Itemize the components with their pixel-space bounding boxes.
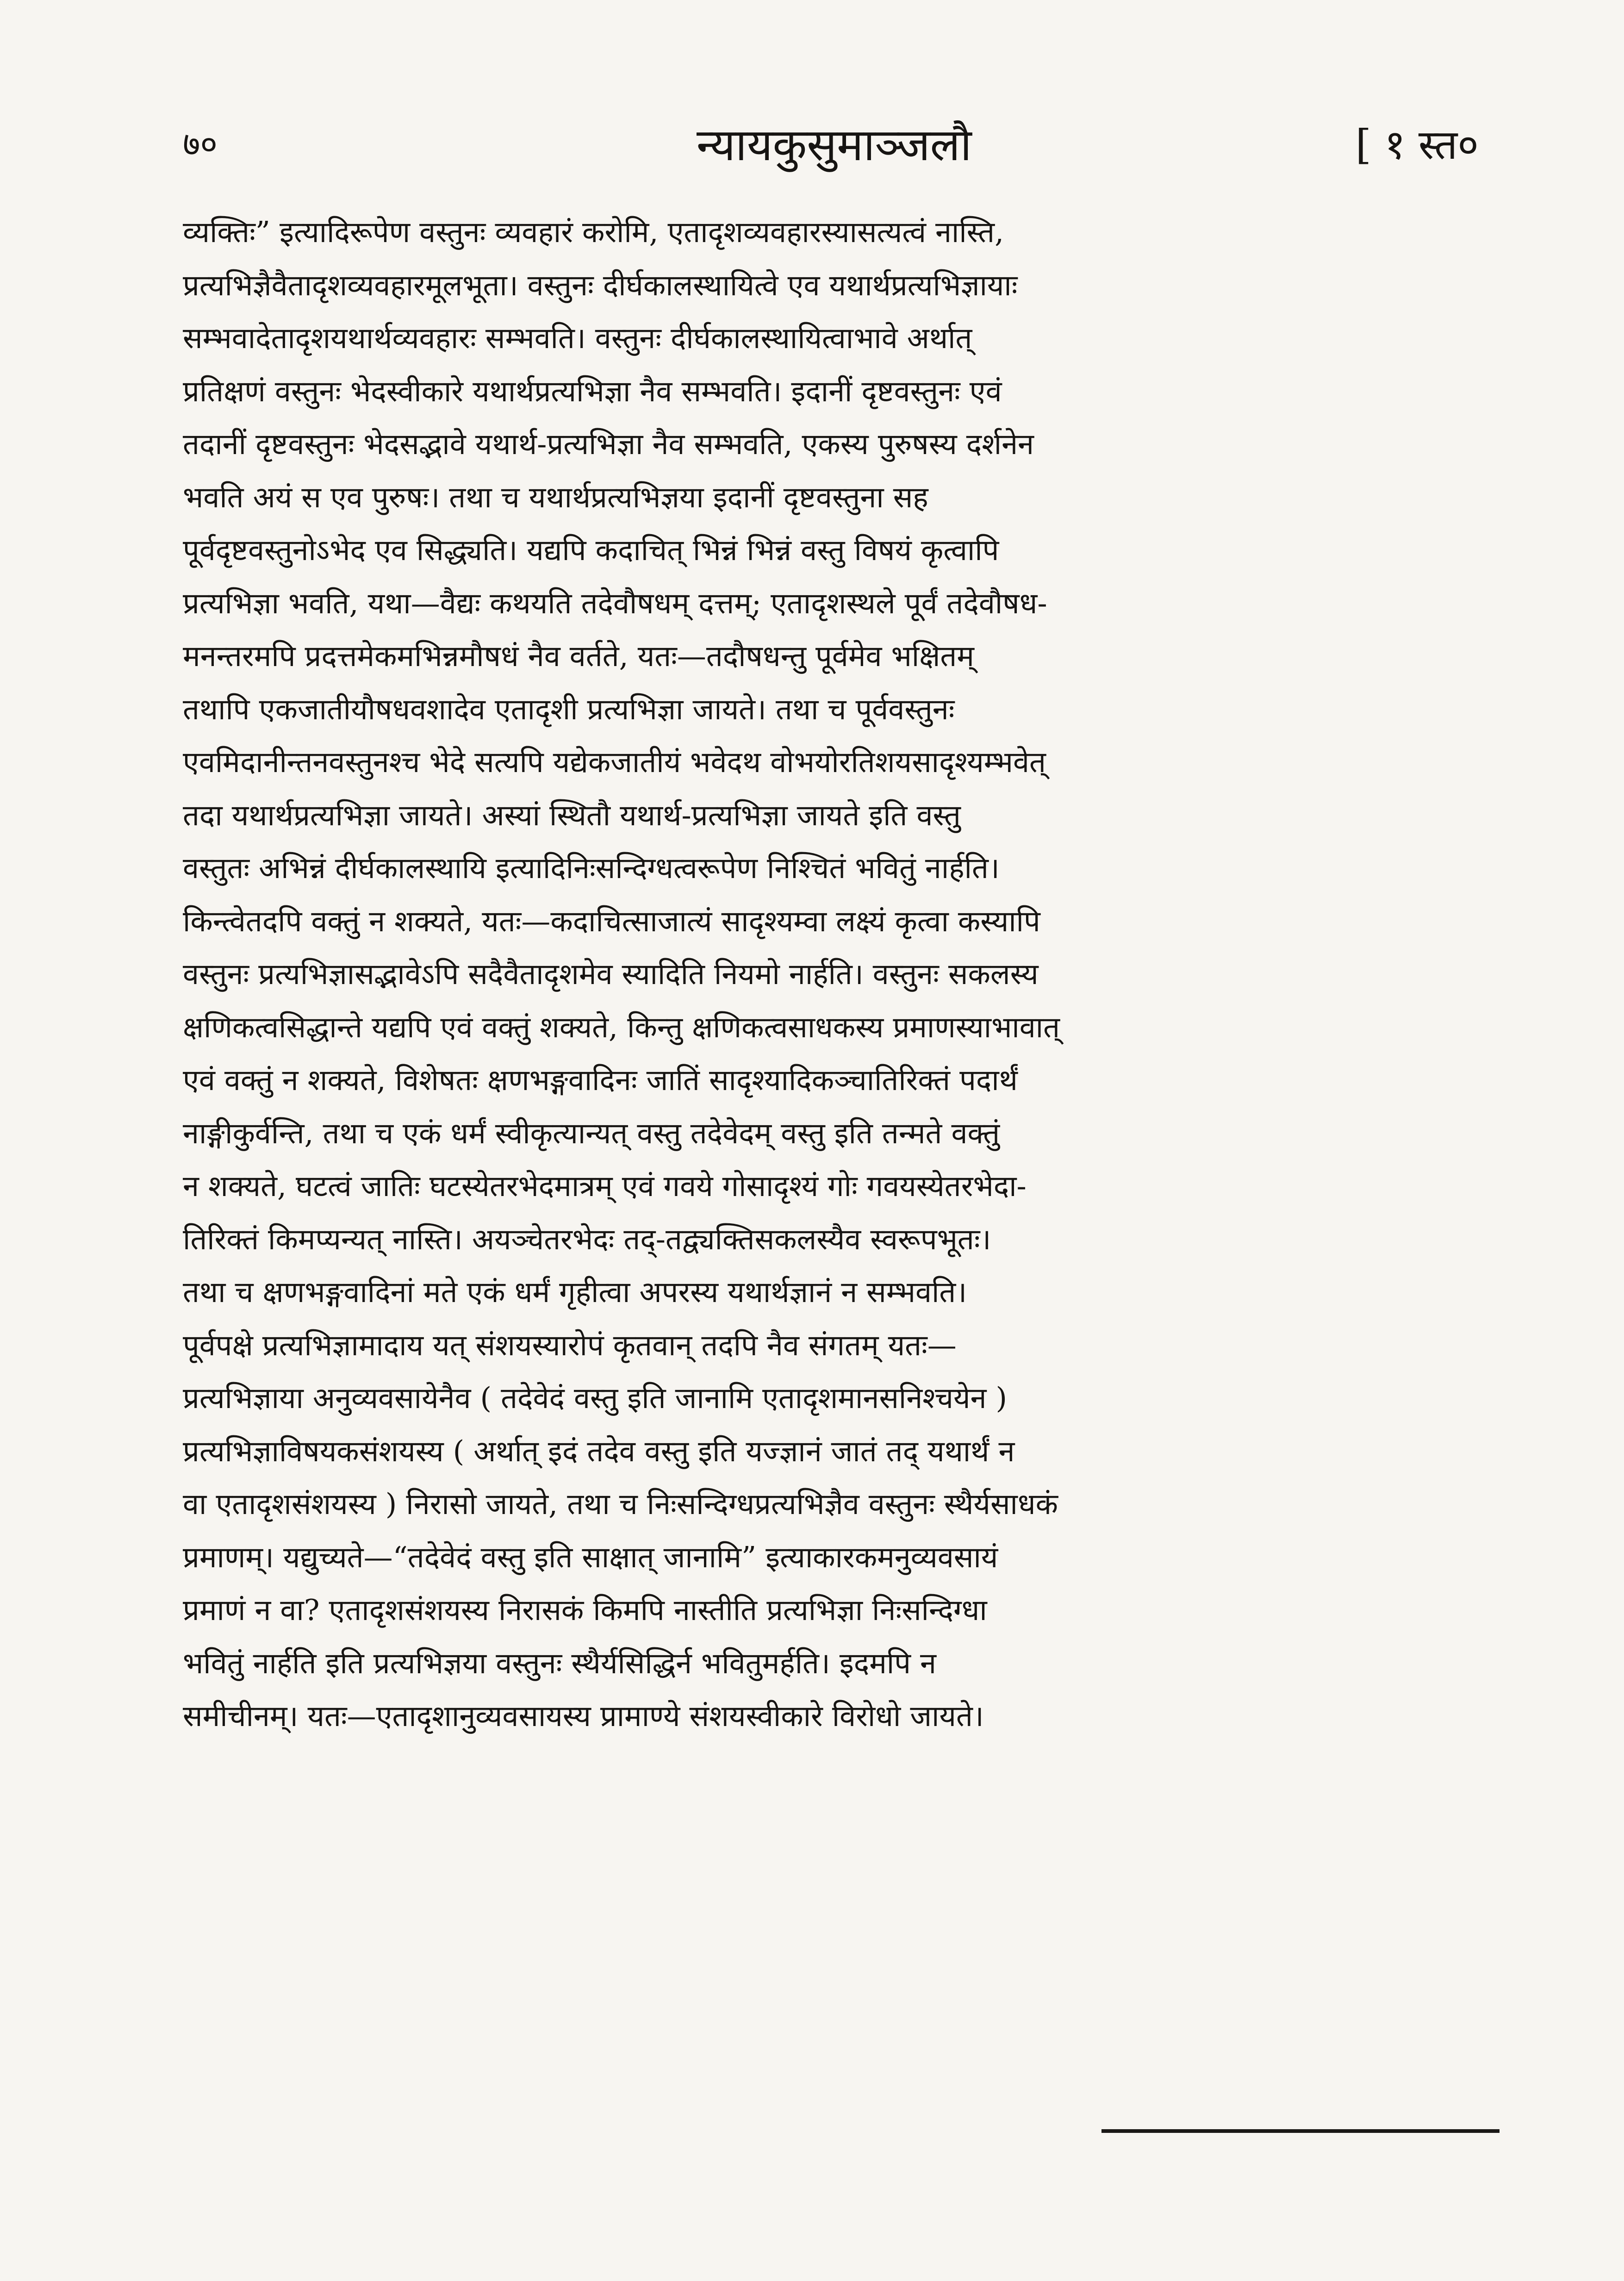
text-line: प्रत्यभिज्ञाया अनुव्यवसायेनैव ( तदेवेदं वस्तु इति जानामि एतादृशमानसनिश्चयेन ): [183, 1381, 1008, 1415]
text-line: व्यक्तिः” इत्यादिरूपेण वस्तुनः व्यवहारं करोमि, एतादृशव्यवहारस्यासत्यत्वं नास्ति,: [183, 215, 1004, 249]
page-number: ७०: [183, 125, 218, 163]
text-line: पूर्वपक्षे प्रत्यभिज्ञामादाय यत् संशयस्यारोपं कृतवान् तदपि नैव संगतम् यतः—: [183, 1328, 957, 1362]
text-line: प्रमाणम्। यद्युच्यते—“तदेवेदं वस्तु इति साक्षात् जानामि” इत्याकारकमनुव्यवसायं: [183, 1540, 998, 1574]
text-line: नाङ्गीकुर्वन्ति, तथा च एकं धर्मं स्वीकृत्यान्यत् वस्तु तदेवेदम् वस्तु इति तन्मते वक्तुं: [183, 1116, 1000, 1150]
body-text: [183, 206, 1479, 2104]
footer-rule: [1101, 2129, 1500, 2133]
text-line: पूर्वदृष्टवस्तुनोऽभेद एव सिद्ध्यति। यद्यपि कदाचित् भिन्नं भिन्नं वस्तु विषयं कृत्वापि: [183, 533, 999, 567]
text-line: वस्तुतः अभिन्नं दीर्घकालस्थायि इत्यादिनिःसन्दिग्धत्वरूपेण निश्चितं भवितुं नार्हति।: [183, 851, 1000, 885]
section-marker: [ १ स्त०: [1355, 121, 1479, 168]
text-line: तथापि एकजातीयौषधवशादेव एतादृशी प्रत्यभिज्ञा जायते। तथा च पूर्ववस्तुनः: [183, 692, 955, 726]
text-line: तिरिक्तं किमप्यन्यत् नास्ति। अयञ्चेतरभेदः तद्-तद्व्यक्तिसकलस्यैव स्वरूपभूतः।: [183, 1222, 991, 1256]
text-line: प्रत्यभिज्ञा भवति, यथा—वैद्यः कथयति तदेवौषधम् दत्तम्; एतादृशस्थले पूर्वं तदेवौषध-: [183, 586, 1047, 620]
text-line: प्रतिक्षणं वस्तुनः भेदस्वीकारे यथार्थप्रत्यभिज्ञा नैव सम्भवति। इदानीं दृष्टवस्तुनः एवं: [183, 374, 1002, 408]
text-line: वस्तुनः प्रत्यभिज्ञासद्भावेऽपि सदैवैतादृशमेव स्यादिति नियमो नार्हति। वस्तुनः सकलस्य: [183, 957, 1039, 991]
text-line: मनन्तरमपि प्रदत्तमेकमभिन्नमौषधं नैव वर्तते, यतः—तदौषधन्तु पूर्वमेव भक्षितम्: [183, 639, 974, 673]
page-header: [183, 113, 1479, 187]
text-line: समीचीनम्। यतः—एतादृशानुव्यवसायस्य प्रामाण्ये संशयस्वीकारे विरोधो जायते।: [183, 1699, 984, 1733]
text-line: क्षणिकत्वसिद्धान्ते यद्यपि एवं वक्तुं शक्यते, किन्तु क्षणिकत्वसाधकस्य प्रमाणस्याभावात्: [183, 1010, 1060, 1044]
text-line: एवमिदानीन्तनवस्तुनश्च भेदे सत्यपि यद्येकजातीयं भवेदथ वोभयोरतिशयसादृश्यम्भवेत्: [183, 745, 1046, 779]
text-line: एवं वक्तुं न शक्यते, विशेषतः क्षणभङ्गवादिनः जातिं सादृश्यादिकञ्चातिरिक्तं पदार्थं: [183, 1063, 1018, 1097]
text-line: न शक्यते, घटत्वं जातिः घटस्येतरभेदमात्रम् एवं गवये गोसादृश्यं गोः गवयस्येतरभेदा-: [183, 1169, 1027, 1203]
text-line: तदानीं दृष्टवस्तुनः भेदसद्भावे यथार्थ-प्रत्यभिज्ञा नैव सम्भवति, एकस्य पुरुषस्य दर्शनेन: [183, 427, 1034, 461]
text-line: तथा च क्षणभङ्गवादिनां मते एकं धर्मं गृहीत्वा अपरस्य यथार्थज्ञानं न सम्भवति।: [183, 1275, 967, 1309]
text-line: प्रत्यभिज्ञैवैतादृशव्यवहारमूलभूता। वस्तुनः दीर्घकालस्थायित्वे एव यथार्थप्रत्यभिज्ञायाः: [183, 268, 1018, 302]
text-line: किन्त्वेतदपि वक्तुं न शक्यते, यतः—कदाचित्साजात्यं सादृश्यम्वा लक्ष्यं कृत्वा कस्यापि: [183, 904, 1040, 938]
text-line: भवति अयं स एव पुरुषः। तथा च यथार्थप्रत्यभिज्ञया इदानीं दृष्टवस्तुना सह: [183, 480, 928, 514]
text-line: वा एतादृशसंशयस्य ) निरासो जायते, तथा च निःसन्दिग्धप्रत्यभिज्ञैव वस्तुनः स्थैर्यसाधकं: [183, 1487, 1058, 1521]
text-line: भवितुं नार्हति इति प्रत्यभिज्ञया वस्तुनः स्थैर्यसिद्धिर्न भवितुमर्हति। इदमपि न: [183, 1646, 936, 1680]
running-title: न्यायकुसुमाञ्जलौ: [697, 119, 972, 171]
text-line: तदा यथार्थप्रत्यभिज्ञा जायते। अस्यां स्थितौ यथार्थ-प्रत्यभिज्ञा जायते इति वस्तु: [183, 798, 961, 832]
text-line: प्रत्यभिज्ञाविषयकसंशयस्य ( अर्थात् इदं तदेव वस्तु इति यज्ज्ञानं जातं तद् यथार्थं न: [183, 1434, 1015, 1468]
text-line: सम्भवादेतादृशयथार्थव्यवहारः सम्भवति। वस्तुनः दीर्घकालस्थायित्वाभावे अर्थात्: [183, 321, 972, 355]
text-line: प्रमाणं न वा? एतादृशसंशयस्य निरासकं किमपि नास्तीति प्रत्यभिज्ञा निःसन्दिग्धा: [183, 1593, 987, 1627]
